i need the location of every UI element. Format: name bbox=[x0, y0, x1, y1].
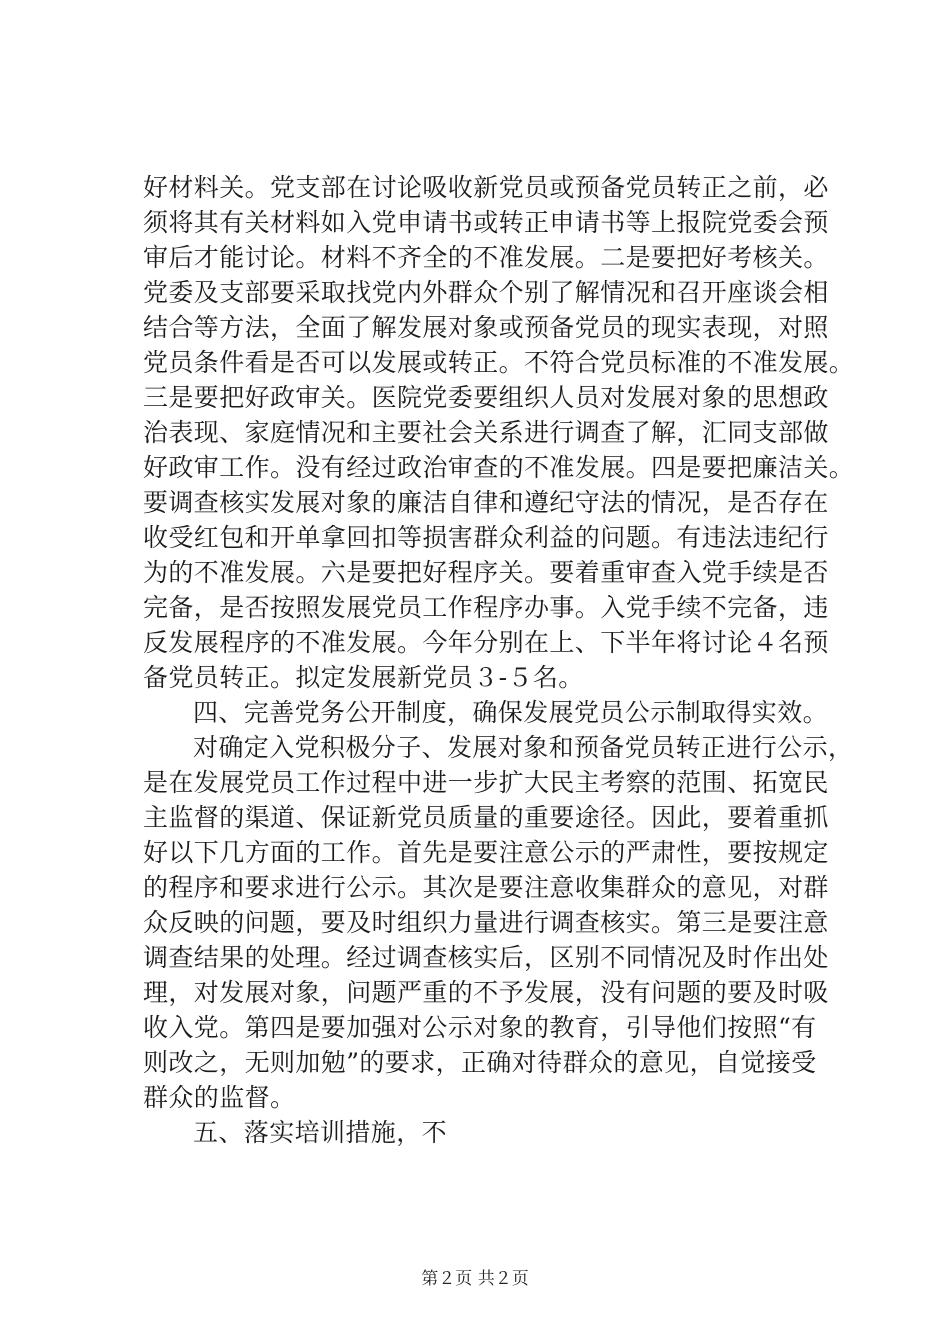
text-line: 要调查核实发展对象的廉洁自律和遵纪守法的情况，是否存在 bbox=[143, 488, 829, 517]
text-line: 四、完善党务公开制度，确保发展党员公示制取得实效。 bbox=[193, 698, 829, 727]
text-line: 对确定入党积极分子、发展对象和预备党员转正进行公示， bbox=[193, 733, 854, 762]
text-line: 众反映的问题，要及时组织力量进行调查核实。第三是要注意 bbox=[143, 908, 829, 937]
text-line: 为的不准发展。六是要把好程序关。要着重审查入党手续是否 bbox=[143, 558, 829, 587]
text-line: 反发展程序的不准发展。今年分别在上、下半年将讨论４名预 bbox=[143, 628, 829, 657]
text-line: 党委及支部要采取找党内外群众个别了解情况和召开座谈会相 bbox=[143, 278, 829, 307]
document-body bbox=[143, 170, 855, 1150]
text-line: 群众的监督。 bbox=[143, 1083, 296, 1112]
text-line: 审后才能讨论。材料不齐全的不准发展。二是要把好考核关。 bbox=[143, 243, 829, 272]
text-line: 收入党。第四是要加强对公示对象的教育，引导他们按照“有 bbox=[143, 1013, 817, 1042]
text-line: 三是要把好政审关。医院党委要组织人员对发展对象的思想政 bbox=[143, 383, 829, 412]
text-line: 备党员转正。拟定发展新党员３-５名。 bbox=[143, 663, 584, 692]
text-line: 是在发展党员工作过程中进一步扩大民主考察的范围、拓宽民 bbox=[143, 768, 829, 797]
text-line: 理，对发展对象，问题严重的不予发展，没有问题的要及时吸 bbox=[143, 978, 829, 1007]
text-line: 好以下几方面的工作。首先是要注意公示的严肃性，要按规定 bbox=[143, 838, 829, 867]
text-line: 完备，是否按照发展党员工作程序办事。入党手续不完备，违 bbox=[143, 593, 829, 622]
text-line: 则改之，无则加勉”的要求，正确对待群众的意见，自觉接受 bbox=[143, 1048, 817, 1077]
text-line: 党员条件看是否可以发展或转正。不符合党员标准的不准发展。 bbox=[143, 348, 855, 377]
text-line: 的程序和要求进行公示。其次是要注意收集群众的意见，对群 bbox=[143, 873, 829, 902]
text-line: 治表现、家庭情况和主要社会关系进行调查了解，汇同支部做 bbox=[143, 418, 829, 447]
text-line: 好政审工作。没有经过政治审查的不准发展。四是要把廉洁关。 bbox=[143, 453, 855, 482]
text-line: 调查结果的处理。经过调查核实后，区别不同情况及时作出处 bbox=[143, 943, 829, 972]
text-line: 主监督的渠道、保证新党员质量的重要途径。因此，要着重抓 bbox=[143, 803, 829, 832]
text-line: 五、落实培训措施，不 bbox=[193, 1118, 448, 1147]
text-line: 结合等方法，全面了解发展对象或预备党员的现实表现，对照 bbox=[143, 313, 829, 342]
text-line: 须将其有关材料如入党申请书或转正申请书等上报院党委会预 bbox=[143, 208, 829, 237]
text-line: 好材料关。党支部在讨论吸收新党员或预备党员转正之前，必 bbox=[143, 173, 829, 202]
page-footer: 第２页 共２页 bbox=[421, 1269, 529, 1289]
text-line: 收受红包和开单拿回扣等损害群众利益的问题。有违法违纪行 bbox=[143, 523, 829, 552]
